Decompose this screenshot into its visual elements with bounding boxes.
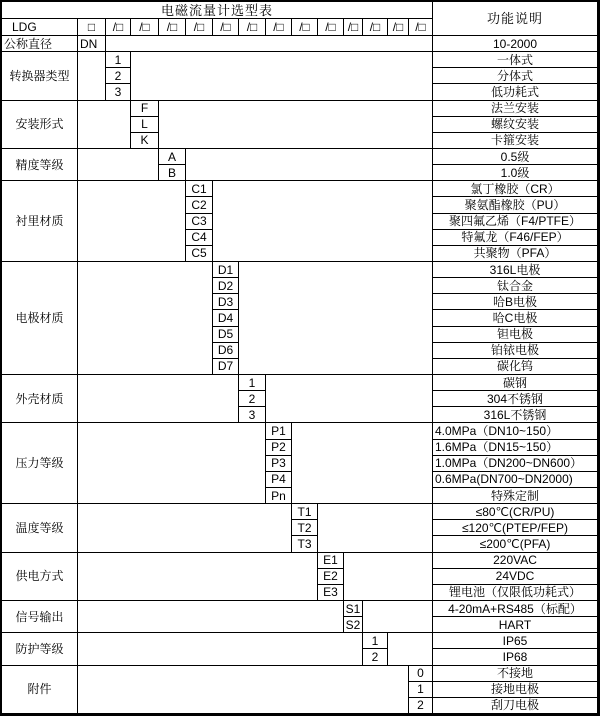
- spacer-cell: [78, 553, 318, 601]
- option-desc-cell-installation: 螺纹安装: [433, 117, 598, 133]
- model-slot-cell: /□: [318, 19, 344, 36]
- model-slot-cell: /□: [344, 19, 363, 36]
- model-slot-cell: /□: [186, 19, 213, 36]
- option-desc-cell-housing-material: 304不锈钢: [433, 391, 598, 407]
- spacer-cell: [186, 149, 433, 181]
- spacer-cell: [78, 666, 409, 714]
- option-code-cell-pressure-rating: Pn: [266, 488, 292, 504]
- spacer-cell: [239, 262, 433, 375]
- option-desc-cell-pressure-rating: 1.0MPa（DN200~DN600）: [433, 456, 598, 472]
- option-code-cell-housing-material: 2: [239, 391, 266, 407]
- option-desc-cell-accessory: 不接地: [433, 666, 598, 682]
- option-desc-cell-pressure-rating: 4.0MPa（DN10~150）: [433, 423, 598, 439]
- option-desc-cell-electrode-material: 钛合金: [433, 278, 598, 294]
- group-label-temperature-rating: 温度等级: [2, 504, 78, 552]
- option-desc-cell-pressure-rating: 特殊定制: [433, 488, 598, 504]
- option-code-cell-temperature-rating: T3: [292, 536, 318, 552]
- option-desc-cell-converter-type: 分体式: [433, 68, 598, 84]
- option-desc-cell-temperature-rating: ≤200℃(PFA): [433, 536, 598, 552]
- option-desc-cell-converter-type: 低功耗式: [433, 84, 598, 100]
- option-desc-cell-temperature-rating: ≤120℃(PTEP/FEP): [433, 520, 598, 536]
- option-desc-cell-electrode-material: 哈C电极: [433, 310, 598, 326]
- option-code-cell-signal-output: S1: [344, 601, 363, 617]
- option-desc-cell-signal-output: HART: [433, 617, 598, 633]
- spacer-cell: [78, 262, 213, 375]
- option-code-cell-temperature-rating: T2: [292, 520, 318, 536]
- group-label-accessory: 附件: [2, 666, 78, 714]
- model-prefix-cell: LDG: [2, 19, 78, 36]
- option-code-cell-lining-material: C3: [186, 214, 213, 230]
- option-desc-cell-housing-material: 316L不锈钢: [433, 407, 598, 423]
- group-label-electrode-material: 电极材质: [2, 262, 78, 375]
- option-code-cell-pressure-rating: P3: [266, 456, 292, 472]
- option-code-cell-accuracy: B: [159, 165, 186, 181]
- option-code-cell-housing-material: 1: [239, 375, 266, 391]
- option-code-cell-power-supply: E1: [318, 553, 344, 569]
- option-desc-cell-accuracy: 1.0级: [433, 165, 598, 181]
- spacer-cell: [78, 504, 292, 552]
- option-desc-cell-lining-material: 氯丁橡胶（CR）: [433, 181, 598, 197]
- spacer-cell: [78, 601, 344, 633]
- option-code-cell-electrode-material: D2: [213, 278, 239, 294]
- option-desc-cell-electrode-material: 哈B电极: [433, 294, 598, 310]
- spacer-cell: [318, 504, 433, 552]
- option-code-cell-lining-material: C2: [186, 197, 213, 213]
- option-desc-cell-temperature-rating: ≤80℃(CR/PU): [433, 504, 598, 520]
- option-code-cell-electrode-material: D5: [213, 327, 239, 343]
- option-code-cell-accessory: 1: [409, 682, 433, 698]
- option-code-cell-installation: L: [131, 117, 159, 133]
- diameter-label-cell: 公称直径: [2, 36, 78, 52]
- diameter-desc-cell: 10-2000: [433, 36, 598, 52]
- option-desc-cell-protection-rating: IP68: [433, 649, 598, 665]
- option-code-cell-accuracy: A: [159, 149, 186, 165]
- option-desc-cell-electrode-material: 316L电极: [433, 262, 598, 278]
- option-code-cell-power-supply: E3: [318, 585, 344, 601]
- model-slot-cell: /□: [213, 19, 239, 36]
- spacer-cell: [292, 423, 433, 504]
- option-code-cell-accessory: 2: [409, 698, 433, 714]
- spacer-cell: [388, 633, 433, 665]
- group-label-installation: 安装形式: [2, 101, 78, 149]
- option-code-cell-electrode-material: D6: [213, 343, 239, 359]
- diameter-code-cell: DN: [78, 36, 106, 52]
- model-slot-cell: /□: [131, 19, 159, 36]
- option-desc-cell-accessory: 刮刀电极: [433, 698, 598, 714]
- option-code-cell-installation: K: [131, 133, 159, 149]
- option-code-cell-electrode-material: D3: [213, 294, 239, 310]
- page-title: 电磁流量计选型表: [2, 2, 433, 19]
- option-code-cell-electrode-material: D1: [213, 262, 239, 278]
- option-code-cell-installation: F: [131, 101, 159, 117]
- model-slot-cell: /□: [388, 19, 409, 36]
- spacer-cell: [266, 375, 433, 423]
- model-slot-cell: /□: [106, 19, 131, 36]
- option-desc-cell-power-supply: 锂电池（仅限低功耗式）: [433, 585, 598, 601]
- option-code-cell-power-supply: E2: [318, 569, 344, 585]
- model-box-cell: □: [78, 19, 106, 36]
- option-code-cell-converter-type: 1: [106, 52, 131, 68]
- option-code-cell-electrode-material: D4: [213, 310, 239, 326]
- option-code-cell-converter-type: 2: [106, 68, 131, 84]
- option-desc-cell-pressure-rating: 1.6MPa（DN15~150）: [433, 440, 598, 456]
- group-label-housing-material: 外壳材质: [2, 375, 78, 423]
- option-code-cell-pressure-rating: P4: [266, 472, 292, 488]
- option-desc-cell-housing-material: 碳钢: [433, 375, 598, 391]
- option-code-cell-signal-output: S2: [344, 617, 363, 633]
- option-desc-cell-installation: 卡箍安装: [433, 133, 598, 149]
- option-desc-cell-power-supply: 24VDC: [433, 569, 598, 585]
- group-label-pressure-rating: 压力等级: [2, 423, 78, 504]
- option-desc-cell-lining-material: 聚氨酯橡胶（PU）: [433, 197, 598, 213]
- spacer-cell: [78, 633, 363, 665]
- option-code-cell-lining-material: C1: [186, 181, 213, 197]
- option-code-cell-converter-type: 3: [106, 84, 131, 100]
- option-desc-cell-lining-material: 特氟龙（F46/FEP）: [433, 230, 598, 246]
- spacer-cell: [78, 181, 186, 262]
- spacer-cell: [213, 181, 433, 262]
- option-desc-cell-pressure-rating: 0.6MPa(DN700~DN2000): [433, 472, 598, 488]
- model-slot-cell: /□: [363, 19, 388, 36]
- option-code-cell-electrode-material: D7: [213, 359, 239, 375]
- option-desc-cell-signal-output: 4-20mA+RS485（标配）: [433, 601, 598, 617]
- model-slot-cell: /□: [292, 19, 318, 36]
- spacer-cell: [78, 423, 266, 504]
- option-desc-cell-electrode-material: 铂铱电极: [433, 343, 598, 359]
- option-desc-cell-accessory: 接地电极: [433, 682, 598, 698]
- option-code-cell-housing-material: 3: [239, 407, 266, 423]
- option-code-cell-lining-material: C4: [186, 230, 213, 246]
- option-desc-cell-electrode-material: 碳化钨: [433, 359, 598, 375]
- model-slot-cell: /□: [159, 19, 186, 36]
- option-desc-cell-electrode-material: 钽电极: [433, 327, 598, 343]
- option-desc-cell-converter-type: 一体式: [433, 52, 598, 68]
- spacer-cell: [131, 52, 433, 100]
- model-slot-cell: /□: [266, 19, 292, 36]
- option-code-cell-protection-rating: 2: [363, 649, 388, 665]
- option-desc-cell-power-supply: 220VAC: [433, 553, 598, 569]
- option-code-cell-lining-material: C5: [186, 246, 213, 262]
- model-slot-cell: /□: [409, 19, 433, 36]
- option-code-cell-accessory: 0: [409, 666, 433, 682]
- spacer-cell: [78, 101, 131, 149]
- spacer-cell: [106, 36, 433, 52]
- option-desc-cell-lining-material: 共聚物（PFA）: [433, 246, 598, 262]
- spacer-cell: [78, 149, 159, 181]
- option-desc-cell-protection-rating: IP65: [433, 633, 598, 649]
- spacer-cell: [363, 601, 433, 633]
- option-desc-cell-accuracy: 0.5级: [433, 149, 598, 165]
- spacer-cell: [78, 375, 239, 423]
- group-label-converter-type: 转换器类型: [2, 52, 78, 100]
- option-code-cell-pressure-rating: P2: [266, 440, 292, 456]
- function-column-header: 功能说明: [433, 2, 598, 36]
- spacer-cell: [78, 52, 106, 100]
- group-label-power-supply: 供电方式: [2, 553, 78, 601]
- option-desc-cell-lining-material: 聚四氟乙烯（F4/PTFE）: [433, 214, 598, 230]
- spacer-cell: [159, 101, 433, 149]
- option-desc-cell-installation: 法兰安装: [433, 101, 598, 117]
- group-label-signal-output: 信号输出: [2, 601, 78, 633]
- group-label-accuracy: 精度等级: [2, 149, 78, 181]
- option-code-cell-pressure-rating: P1: [266, 423, 292, 439]
- option-code-cell-protection-rating: 1: [363, 633, 388, 649]
- group-label-protection-rating: 防护等级: [2, 633, 78, 665]
- model-slot-cell: /□: [239, 19, 266, 36]
- option-code-cell-temperature-rating: T1: [292, 504, 318, 520]
- spacer-cell: [344, 553, 433, 601]
- group-label-lining-material: 衬里材质: [2, 181, 78, 262]
